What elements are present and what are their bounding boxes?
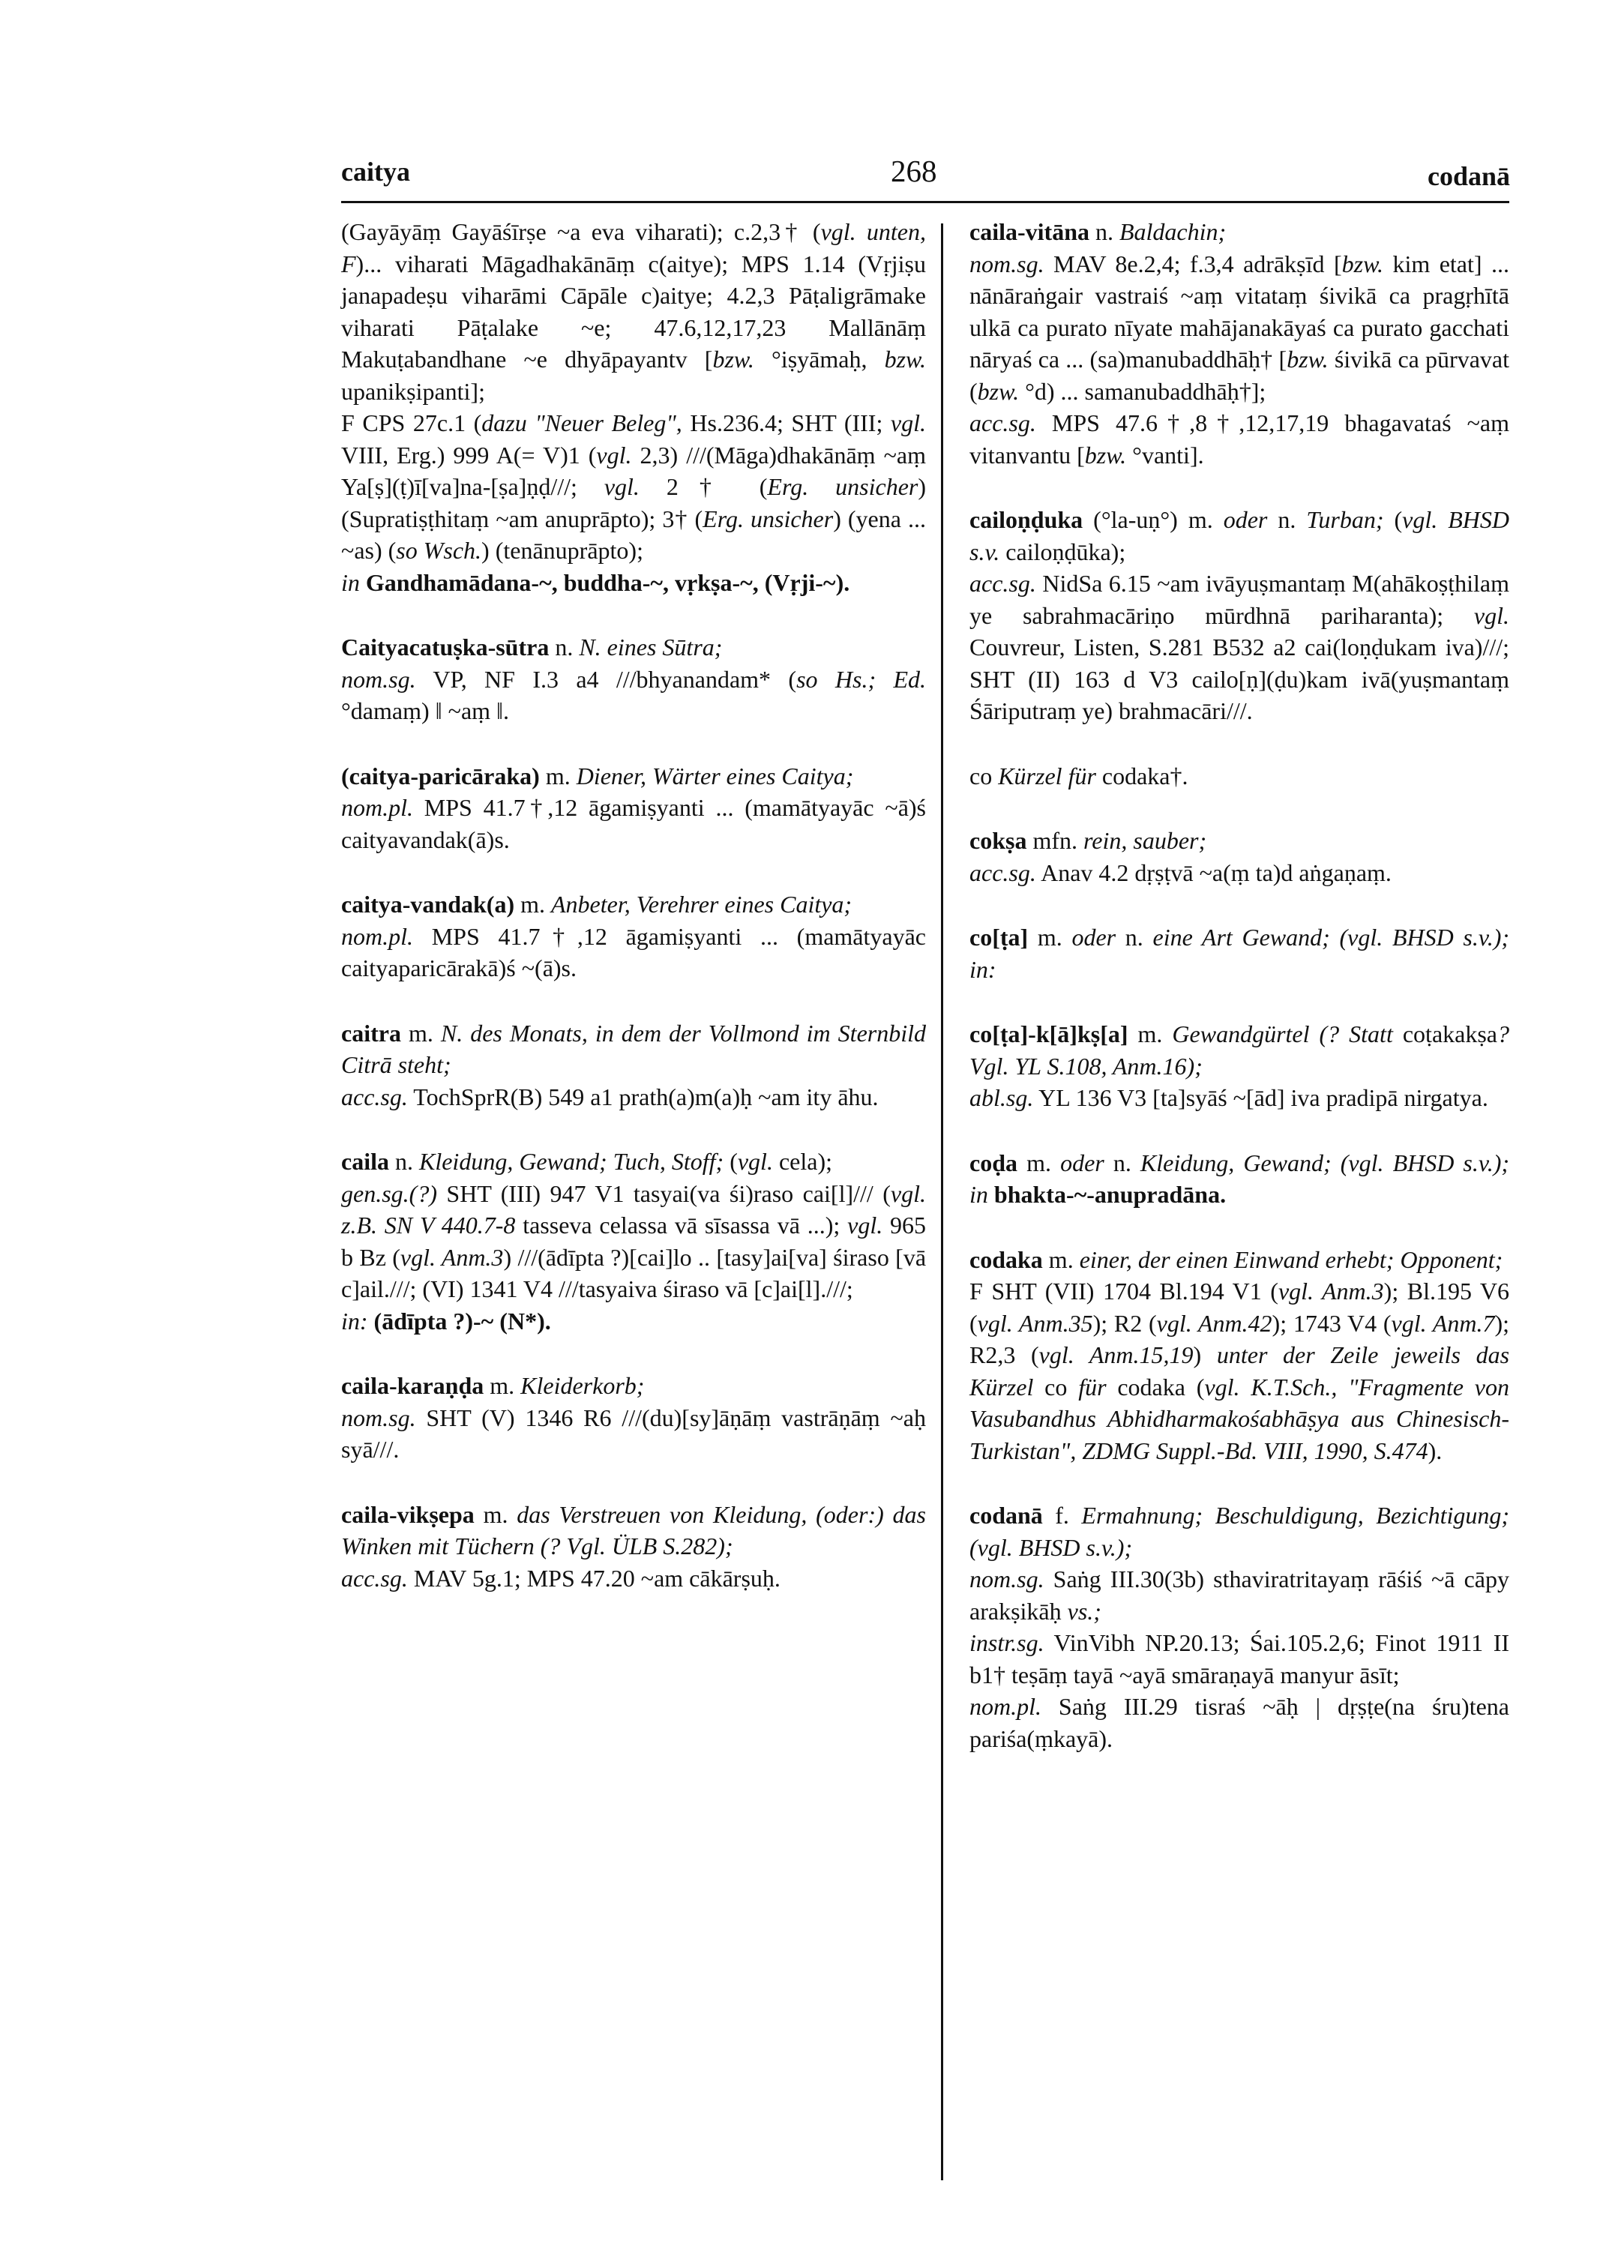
- entry-caitya-refs: F CPS 27c.1 (dazu "Neuer Beleg", Hs.236.4; SHT (III; vgl. VIII, Erg.) 999 A(= V)1 (vgl. 2,3) ///(Māga)dhakānāṃ ~aṃ Ya[ṣ](ṭ)ī[va]na-[ṣa]ṇḍ///; vgl. 2† (Erg. unsicher) (Supratiṣṭhitaṃ ~am anuprāpto); 3† (Erg. unsicher) (yena ... ~as) (so Wsch.) (tenānuprāpto);: [341, 409, 927, 564]
- running-head-right: codanā: [1427, 161, 1510, 191]
- citation: acc.sg. NidSa 6.15 ~am ivāyuṣmantaṃ M(ahākoṣṭhilaṃ ye sabrahmacāriṇo mūrdhnā pariharanta); vgl. Couvreur, Listen, S.281 B532 a2 cai(loṇḍukam iva)///; SHT (II) 163 d V3 cailo[ṇ](ḍu)kam ivā(yuṣmantaṃ Śāriputraṃ ye) brahmacāri///.: [969, 570, 1509, 724]
- citation: nom.pl. Saṅg III.29 tisraś ~āḥ | dṛṣṭe(na śru)tena pariśa(ṃkayā).: [969, 1693, 1509, 1752]
- citation: abl.sg. YL 136 V3 [ta]syāś ~[ād] iva pradipā nirgatya.: [969, 1084, 1488, 1111]
- entry-cota: co[ṭa] m. oder n. eine Art Gewand; (vgl. BHSD s.v.); in:: [969, 924, 1510, 983]
- entry-caitra: caitra m. N. des Monats, in dem der Vollmond im Sternbild Citrā steht;: [341, 1019, 926, 1078]
- citation: in: (ādīpta ?)-~ (N*).: [341, 1307, 551, 1335]
- entry-codaka: codaka m. einer, der einen Einwand erhebt; Opponent;: [969, 1245, 1503, 1273]
- citation: acc.sg. MPS 47.6†,8†,12,17,19 bhagavataś ~aṃ vitanvantu [bzw. °vanti].: [969, 409, 1509, 469]
- citation: gen.sg.(?) SHT (III) 947 V1 tasyai(va śi)raso cai[l]/// (vgl. z.B. SN V 440.7-8 tasseva celassa vā sīsassa vā ...); vgl. 965 b Bz (vgl. Anm.3) ///(ādīpta ?)[cai]lo .. [tasy]ai[va] śiraso [vā c]ail.///; (VI) 1341 V4 ///tasyaiva śiraso vā [c]ai[l].///;: [341, 1179, 927, 1302]
- header-rule: [341, 201, 1509, 203]
- citation: F SHT (VII) 1704 Bl.194 V1 (vgl. Anm.3); Bl.195 V6 (vgl. Anm.35); R2 (vgl. Anm.42); 1743 V4 (vgl. Anm.7); R2,3 (vgl. Anm.15,19) unter der Zeile jeweils das Kürzel co für codaka (vgl. K.T.Sch., "Fragmente von Vasubandhus Abhidharmakośabhāṣya aus Chinesisch-Turkistan", ZDMG Suppl.-Bd. VIII, 1990, S.474).: [969, 1278, 1510, 1464]
- entry-co: co Kürzel für codaka†.: [969, 762, 1188, 789]
- left-column: [341, 216, 926, 1594]
- running-head-left: caitya: [341, 157, 410, 187]
- entry-caitya-vandaka: caitya-vandak(a) m. Anbeter, Verehrer eines Caitya;: [341, 891, 852, 918]
- citation: nom.pl. MPS 41.7†,12 āgamiṣyanti ... (mamātyayāc caityaparicārakā)ś ~(ā)s.: [341, 922, 926, 981]
- citation: nom.pl. MPS 41.7†,12 āgamiṣyanti ... (mamātyayāc ~ā)ś caityavandak(ā)s.: [341, 794, 926, 853]
- column-divider: [941, 223, 943, 2180]
- entry-caitya-compounds: in Gandhamādana-~, buddha-~, vṛkṣa-~, (Vṛji-~).: [341, 568, 850, 596]
- entry-codana: codanā f. Ermahnung; Beschuldigung, Bezichtigung; (vgl. BHSD s.v.);: [969, 1502, 1510, 1561]
- entry-caitya-continued: (Gayāyāṃ Gayāśīrṣe ~a eva viharati); c.2,3† (vgl. unten, F)... viharati Māgadhakānāṃ c(aitye); MPS 1.14 (Vṛjiṣu janapadeṣu viharāmi Cāpāle c)aitye; 4.2,3 Pāṭaligrāmake viharati Pāṭalake ~e; 47.6,12,17,23 Mallānāṃ Makuṭabandhane ~e dhyāpayantv [bzw. °iṣyāmaḥ, bzw. upanikṣipanti];: [341, 218, 927, 405]
- citation: acc.sg. MAV 5g.1; MPS 47.20 ~am cākārṣuḥ.: [341, 1564, 781, 1592]
- entry-caila-karanda: caila-karaṇḍa m. Kleiderkorb;: [341, 1372, 645, 1399]
- entry-cota-kaksa: co[ṭa]-k[ā]kṣ[a] m. Gewandgürtel (? Statt coṭakakṣa? Vgl. YL S.108, Anm.16);: [969, 1020, 1510, 1080]
- entry-caila-viksepa: caila-vikṣepa m. das Verstreuen von Kleidung, (oder:) das Winken mit Tüchern (? Vgl. ÜLB S.282);: [341, 1500, 927, 1559]
- citation: acc.sg. TochSprR(B) 549 a1 prath(a)m(a)ḥ ~am ity āhu.: [341, 1083, 879, 1110]
- entry-caityacatuska-sutra: Caityacatuṣka-sūtra n. N. eines Sūtra;: [341, 634, 723, 661]
- citation: nom.sg. MAV 8e.2,4; f.3,4 adrākṣīd [bzw. kim etat] ... nānāraṅgair vastraiś ~aṃ vitataṃ śivikā ca pragṛhītā ulkā ca purato nīyate mahājanakāyaś ca purato gacchati nāryaś ca ... (sa)manubaddhāḥ† [bzw. śivikā ca pūrvavat (bzw. °d) ... samanubaddhāḥ†];: [969, 250, 1510, 405]
- citation: nom.sg. SHT (V) 1346 R6 ///(du)[sy]āṇāṃ vastrāṇāṃ ~aḥ syā///.: [341, 1404, 926, 1463]
- entry-caila-vitana: caila-vitāna n. Baldachin;: [969, 218, 1227, 245]
- entry-caitya-paricaraka: (caitya-paricāraka) m. Diener, Wärter eines Caitya;: [341, 762, 854, 789]
- entry-cailonduka: cailoṇḍuka (°la-uṇ°) m. oder n. Turban; (vgl. BHSD s.v. cailoṇḍūka);: [969, 506, 1510, 565]
- entry-coda: coḍa m. oder n. Kleidung, Gewand; (vgl. BHSD s.v.); in bhakta-~-anupradāna.: [969, 1149, 1510, 1208]
- citation: acc.sg. Anav 4.2 dṛṣṭvā ~a(ṃ ta)d aṅgaṇaṃ.: [969, 858, 1392, 886]
- entry-caila: caila n. Kleidung, Gewand; Tuch, Stoff; (vgl. cela);: [341, 1148, 832, 1175]
- page-number: 268: [891, 154, 937, 188]
- entry-coksa: cokṣa mfn. rein, sauber;: [969, 827, 1207, 854]
- citation: instr.sg. VinVibh NP.20.13; Śai.105.2,6; Finot 1911 II b1† teṣāṃ tayā ~ayā smāraṇayā manyur āsīt;: [969, 1629, 1509, 1688]
- citation: nom.sg. VP, NF I.3 a4 ///bhyanandam* (so Hs.; Ed. °damaṃ) ‖ ~aṃ ‖.: [341, 665, 927, 724]
- right-column: [969, 216, 1509, 1754]
- citation: nom.sg. Saṅg III.30(3b) sthaviratritayaṃ rāśiś ~ā cāpy arakṣikāḥ vs.;: [969, 1565, 1509, 1625]
